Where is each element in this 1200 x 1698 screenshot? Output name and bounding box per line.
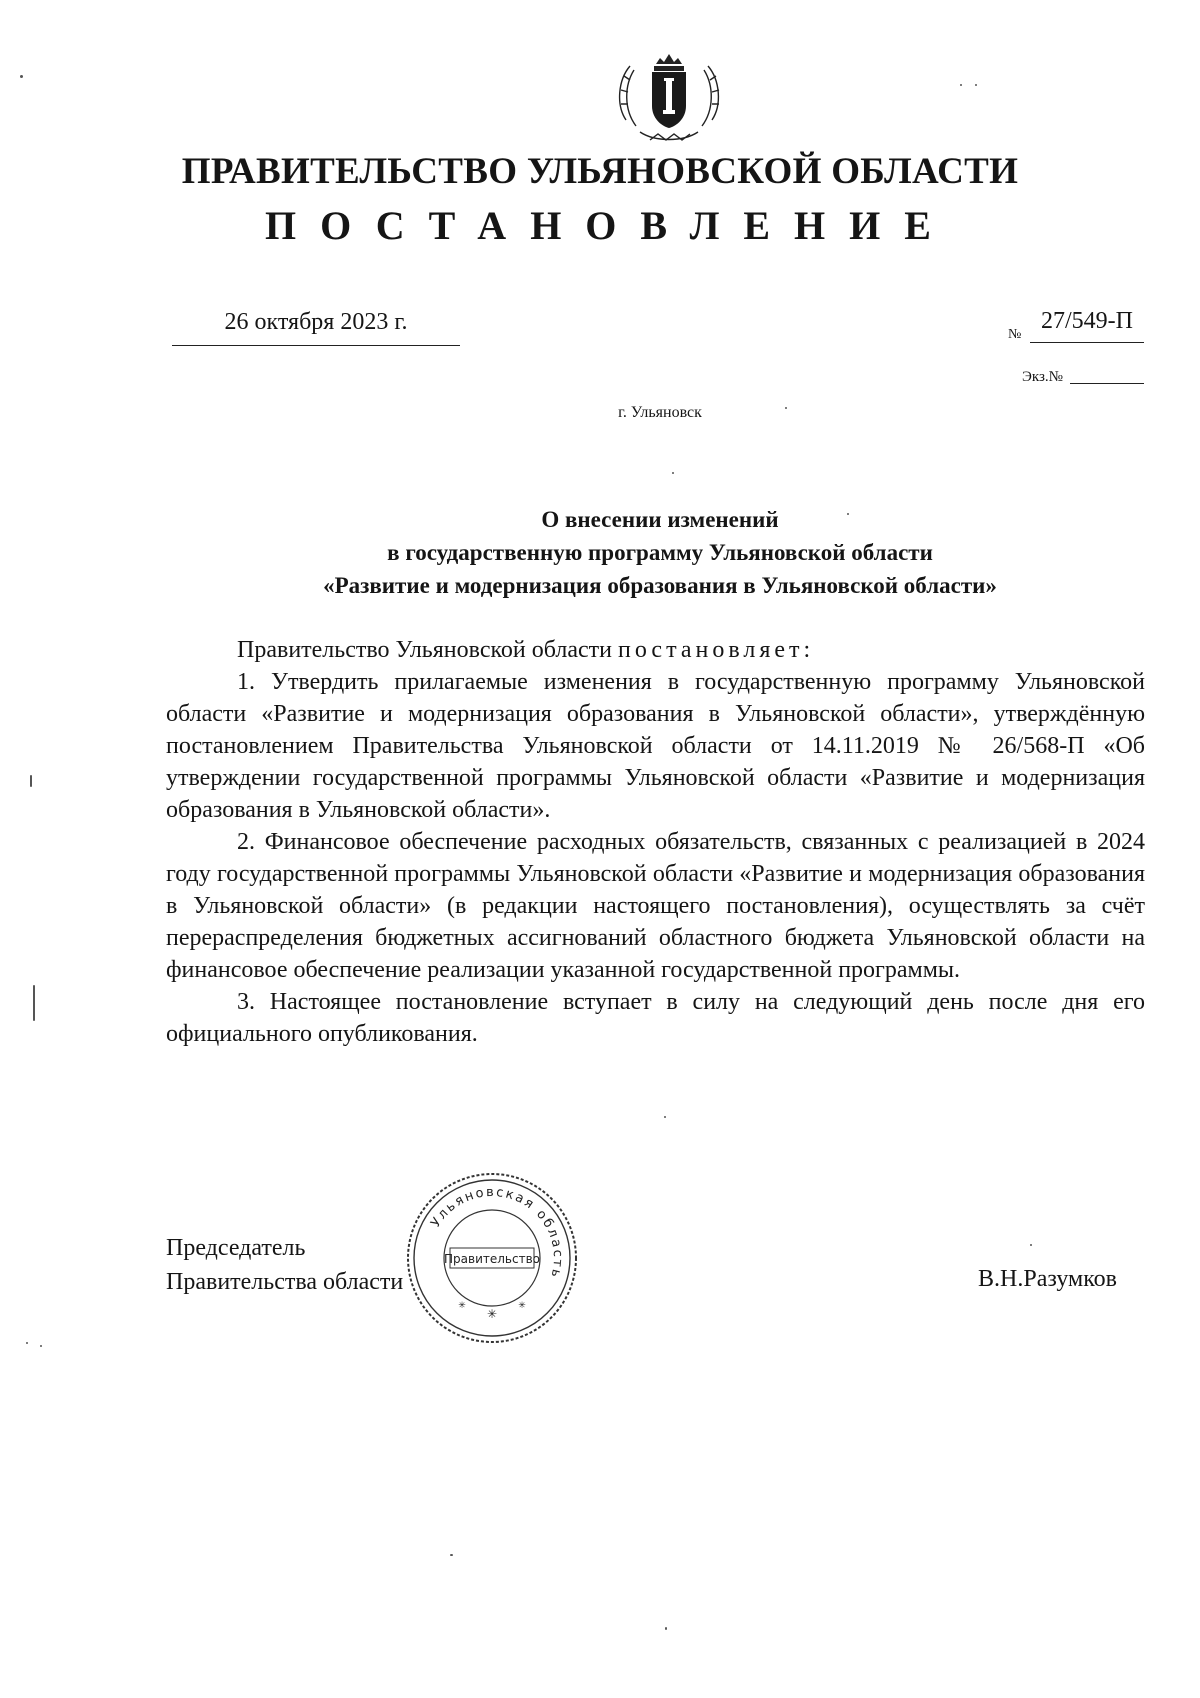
date-underline [172,345,460,346]
document-number: 27/549-П [1041,308,1133,334]
scan-speck [672,472,674,474]
scan-speck [960,84,962,86]
scan-speck [785,407,787,409]
document-date: 26 октября 2023 г. [224,309,408,335]
number-sign: № [1008,327,1022,342]
intro-paragraph [166,634,1145,666]
number-underline [1030,342,1144,343]
paragraph-3: 3. Настоящее постановление вступает в силу на следующий день после дня его официального опубликования. [166,989,1145,1047]
svg-text:✳: ✳ [486,1307,498,1321]
signatory-role-line-1: Председатель [166,1235,306,1261]
scan-speck [30,775,32,787]
document-body [166,634,1145,1050]
signatory-role [166,1231,403,1299]
document-type: ПОСТАНОВЛЕНИЕ [265,203,955,248]
intro-resolves: постановляет: [617,637,815,663]
official-seal [402,1168,582,1348]
copy-number-underline [1070,383,1144,384]
scan-speck [664,1116,666,1118]
city: г. Ульяновск [618,404,702,421]
copy-number-label: Экз.№ [1022,369,1063,385]
scan-speck [450,1554,453,1556]
svg-text:✳: ✳ [518,1300,526,1310]
title-line-1: О внесении изменений [541,507,779,532]
scan-speck [26,1342,28,1344]
coat-of-arms-emblem [610,50,728,150]
scan-speck [847,513,849,515]
scan-speck [40,1345,42,1347]
scan-speck [20,75,23,78]
title-line-2: в государственную программу Ульяновской области [387,540,933,565]
scan-speck [975,84,977,86]
svg-text:Правительство: Правительство [444,1252,540,1266]
scan-speck [665,1627,667,1630]
scan-speck [1030,1244,1032,1246]
paragraph-1: 1. Утвердить прилагаемые изменения в государственную программу Ульяновской области «Развитие и модернизация образования в Ульяновской области», утверждённую постановлением Правительства Ульяновской области от 14.11.2019 № 26/568-П «Об утверждении государственной программы Ульяновской области «Развитие и модернизация образования в Ульяновской области». [166,669,1145,823]
paragraph-2: 2. Финансовое обеспечение расходных обязательств, связанных с реализацией в 2024 году государственной программы Ульяновской области «Развитие и модернизация образования в Ульяновской области» (в редакции настоящего постановления), осуществлять за счёт перераспределения бюджетных ассигнований областного бюджета Ульяновской области на финансовое обеспечение реализации указанной государственной программы. [166,829,1145,983]
title-line-3: «Развитие и модернизация образования в Ульяновской области» [323,573,997,598]
svg-text:Ульяновская область: Ульяновская область [428,1184,566,1281]
signatory-name: В.Н.Разумков [978,1266,1117,1292]
svg-text:✳: ✳ [458,1300,466,1310]
intro-lead: Правительство Ульяновской области [237,637,612,663]
document-title [0,503,1200,602]
organization-name: ПРАВИТЕЛЬСТВО УЛЬЯНОВСКОЙ ОБЛАСТИ [181,151,1019,192]
signatory-role-line-2: Правительства области [166,1269,404,1295]
scan-speck [33,985,35,1021]
